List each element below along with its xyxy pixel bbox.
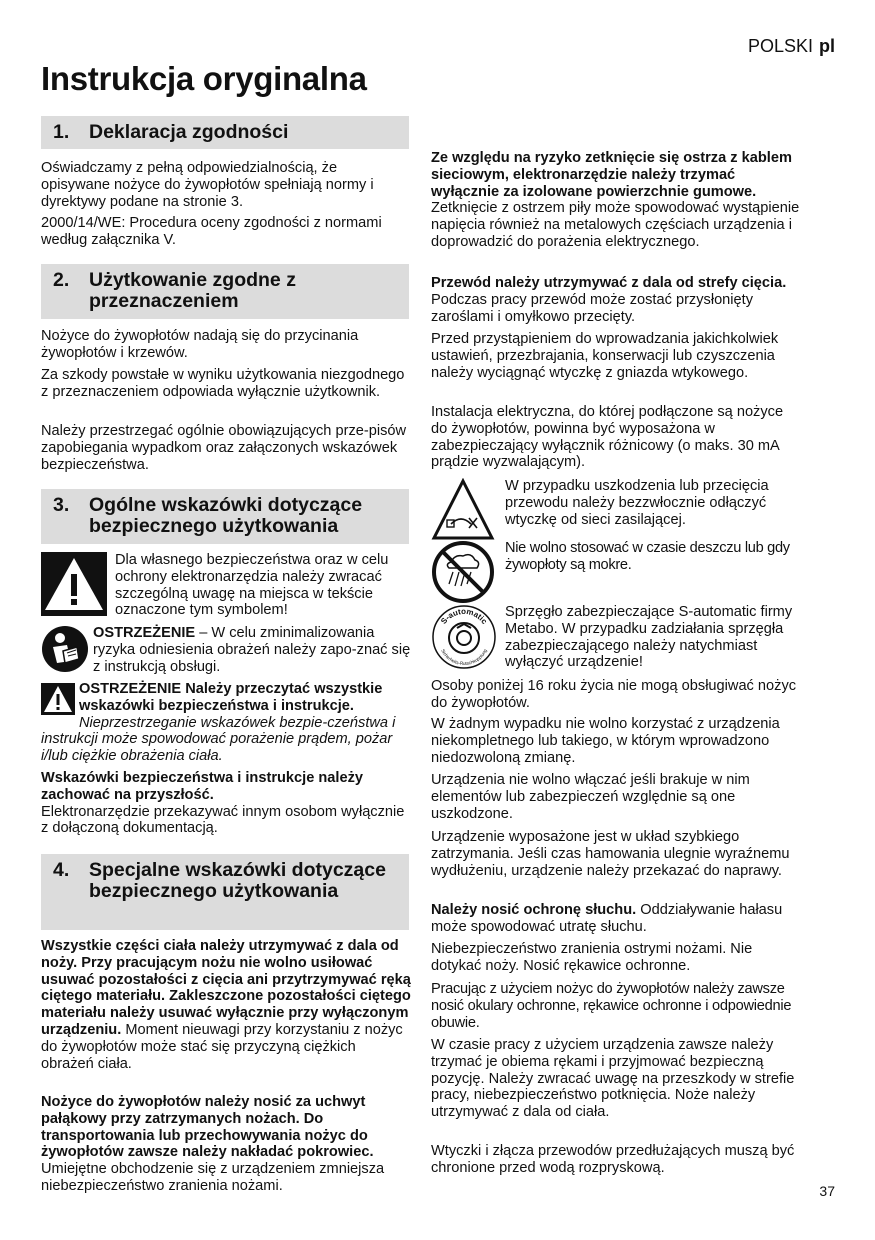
bold-text: Ze względu na ryzyko zetknięcie się ostrza z kablem sieciowym, elektronarzędzie należy trzymać wyłącznie za izolowane powierzchnie gumowe.	[431, 150, 792, 200]
paragraph	[431, 150, 803, 251]
warning-label: OSTRZEŻENIE	[93, 625, 196, 641]
section-title: Specjalne wskazówki dotyczące bezpiecznego użytkowania	[89, 859, 386, 902]
paragraph: W przypadku uszkodzenia lub przecięcia przewodu należy bezzwłocznie odłączyć wtyczkę od sieci zasilającej.	[505, 478, 769, 528]
paragraph: Niebezpieczeństwo zranienia ostrymi nożami. Nie dotykać noży. Nosić rękawice ochronne.	[431, 941, 753, 974]
section-title: Deklaracja zgodności	[89, 121, 289, 143]
s-automatic-label: S-automatic	[439, 606, 490, 626]
s-automatic-clutch-icon	[431, 604, 497, 670]
bold-text: Wszystkie części ciała należy utrzymywać z dala od noży. Przy pracującym nożu nie wolno usiłować usuwać pozostałości z cięcia ani przytrzymywać ręką ciętego materiału. Zakleszczone pozostałości ciętego materiału należy usuwać wyłącznie przy wyłączonym urządzeniu.	[41, 938, 411, 1038]
paragraph: 2000/14/WE: Procedura oceny zgodności z normami według załącznika V.	[41, 215, 382, 248]
paragraph-text: Umiejętne obchodzenie się z urządzeniem zmniejsza niebezpieczeństwo zranienia nożami.	[41, 1161, 385, 1194]
read-manual-icon	[41, 625, 89, 673]
paragraph: Należy przestrzegać ogólnie obowiązujących prze-pisów zapobiegania wypadkom oraz załączonych wskazówek bezpieczeństwa.	[41, 423, 407, 473]
paragraph-text: Podczas pracy przewód może zostać przysłonięty zaroślami i omyłkowo przecięty.	[431, 291, 754, 325]
paragraph: W żadnym wypadku nie wolno korzystać z urządzenia niekompletnego lub takiego, w którym wprowadzono niedozwoloną zmianę.	[431, 716, 780, 766]
s-automatic-note	[431, 604, 803, 671]
section-1-heading	[41, 116, 409, 149]
section-title: Ogólne wskazówki dotyczące bezpiecznego użytkowania	[89, 494, 363, 537]
paragraph-text: Zetknięcie z ostrzem piły może spowodować wystąpienie napięcia również na metalowych częściach urządzenia i doprowadzić do porażenia elektrycznego.	[431, 200, 800, 250]
paragraph: W czasie pracy z użyciem urządzenia zawsze należy trzymać je obiema rękami i przyjmować bezpieczną pozycję. Należy zwracać uwagę na przeszkody w strefie pracy, niebezpieczeństwo potknięcia. Noże należy utrzymywać z dala od ciała.	[431, 1037, 795, 1121]
page-number: 37	[819, 1183, 835, 1199]
paragraph: Przed przystąpieniem do wprowadzania jakichkolwiek ustawień, przezbrajania, konserwacji lub czyszczenia należy wyciągnąć wtyczkę z gniazda wtykowego.	[431, 331, 779, 381]
paragraph	[41, 1094, 411, 1195]
paragraph: Urządzenie wyposażone jest w układ szybkiego zatrzymania. Jeśli czas hamowania ulegnie wyraźnemu wydłużeniu, urządzenie należy przekazać do naprawy.	[431, 829, 790, 879]
paragraph	[93, 625, 411, 675]
paragraph: Urządzenia nie wolno włączać jeśli brakuje w nim elementów lub zabezpieczeń względnie są one uszkodzone.	[431, 772, 750, 822]
bold-text: OSTRZEŻENIE Należy przeczytać wszystkie wskazówki bezpieczeństwa i instrukcje.	[79, 681, 383, 714]
paragraph: Instalacja elektryczna, do której podłączone są nożyce do żywopłotów, powinna być wyposażona w zabezpieczający wyłącznik różnicowy (o maks. 30 mA prądzie wyzwalającym).	[431, 404, 784, 471]
paragraph	[41, 770, 411, 837]
section-number: 1.	[53, 121, 70, 143]
section-3-heading	[41, 489, 409, 544]
paragraph: Za szkody powstałe w wyniku użytkowania niezgodnego z przeznaczeniem odpowiada wyłącznie użytkownik.	[41, 367, 405, 400]
bold-text: Przewód należy utrzymywać z dala od strefy cięcia.	[431, 275, 787, 291]
s-automatic-ring-text: Sicherheits-Rutschkupplung	[440, 648, 488, 667]
paragraph: Wtyczki i złącza przewodów przedłużających muszą być chronione przed wodą rozpryskową.	[431, 1143, 795, 1176]
paragraph: Osoby poniżej 16 roku życia nie mogą obsługiwać nożyc do żywopłotów.	[431, 678, 797, 711]
no-rain-icon	[431, 540, 495, 604]
cable-damage-note	[431, 478, 803, 542]
paragraph: Oświadczamy z pełną odpowiedzialnością, że opisywane nożyce do żywopłotów spełniają normy i dyrektywy podane na stronie 3.	[41, 160, 374, 210]
section-number: 2.	[53, 269, 70, 291]
paragraph: Sprzęgło zabezpieczające S-automatic firmy Metabo. W przypadku zadziałania sprzęgła zabezpieczającego należy natychmiast wyłączyć urządzenie!	[505, 604, 793, 671]
bold-text: Należy nosić ochronę słuchu.	[431, 902, 637, 918]
paragraph-text: Moment nieuwagi przy korzystaniu z nożyc do żywopłotów może stać się przyczyną ciężkich obrażeń ciała.	[41, 1021, 403, 1072]
paragraph: Pracując z użyciem nożyc do żywopłotów należy zawsze nosić okulary ochronne, rękawice ochronne i odpowiednie obuwie.	[431, 981, 792, 1031]
paragraph	[431, 275, 803, 325]
paragraph	[431, 902, 803, 936]
bold-text: Nożyce do żywopłotów należy nosić za uchwyt pałąkowy przy zatrzymanych nożach. Do transportowania lub przechowywania nożyc do żywopłotów zawsze należy nakładać pokrowiec.	[41, 1094, 374, 1161]
section-number: 4.	[53, 859, 70, 881]
section-title: Użytkowanie zgodne z przeznaczeniem	[89, 269, 296, 312]
paragraph	[41, 938, 411, 1072]
section-4-heading	[41, 854, 409, 930]
cable-cut-warning-icon	[431, 478, 495, 542]
section-number: 3.	[53, 494, 70, 516]
paragraph: Nie wolno stosować w czasie deszczu lub gdy żywopłoty są mokre.	[505, 540, 790, 573]
rain-note	[431, 540, 803, 604]
bold-text: Wskazówki bezpieczeństwa i instrukcje należy zachować na przyszłość.	[41, 770, 363, 803]
paragraph	[41, 681, 411, 765]
italic-text: Nieprzestrzeganie wskazówek bezpie-czeństwa i instrukcji może spowodować porażenie prądem, pożar i/lub ciężkie obrażenia ciała.	[41, 714, 396, 765]
language-label	[748, 36, 835, 57]
small-warning-icon	[41, 683, 75, 715]
page-title: Instrukcja oryginalna	[41, 60, 367, 97]
language-name: POLSKI	[747, 36, 813, 56]
paragraph-text: – W celu zminimalizowania ryzyka odniesienia obrażeń należy zapo-znać się z instrukcją obsługi.	[93, 625, 411, 675]
warning-symbol-note	[41, 552, 411, 619]
read-manual-note	[41, 625, 411, 675]
section-2-heading	[41, 264, 409, 319]
warning-triangle-icon	[41, 552, 107, 616]
language-code: pl	[819, 36, 835, 56]
paragraph-text: Oddziaływanie hałasu może spowodować utratę słuchu.	[431, 902, 783, 935]
warning-read-instructions	[41, 681, 411, 765]
paragraph: Dla własnego bezpieczeństwa oraz w celu ochrony elektronarzędzia należy zwracać szczególną uwagę na miejsca w tekście oznaczone tym symbolem!	[115, 552, 389, 619]
paragraph: Nożyce do żywopłotów nadają się do przycinania żywopłotów i krzewów.	[41, 328, 359, 361]
paragraph-text: Elektronarzędzie przekazywać innym osobom wyłącznie z dołączoną dokumentacją.	[41, 803, 405, 837]
